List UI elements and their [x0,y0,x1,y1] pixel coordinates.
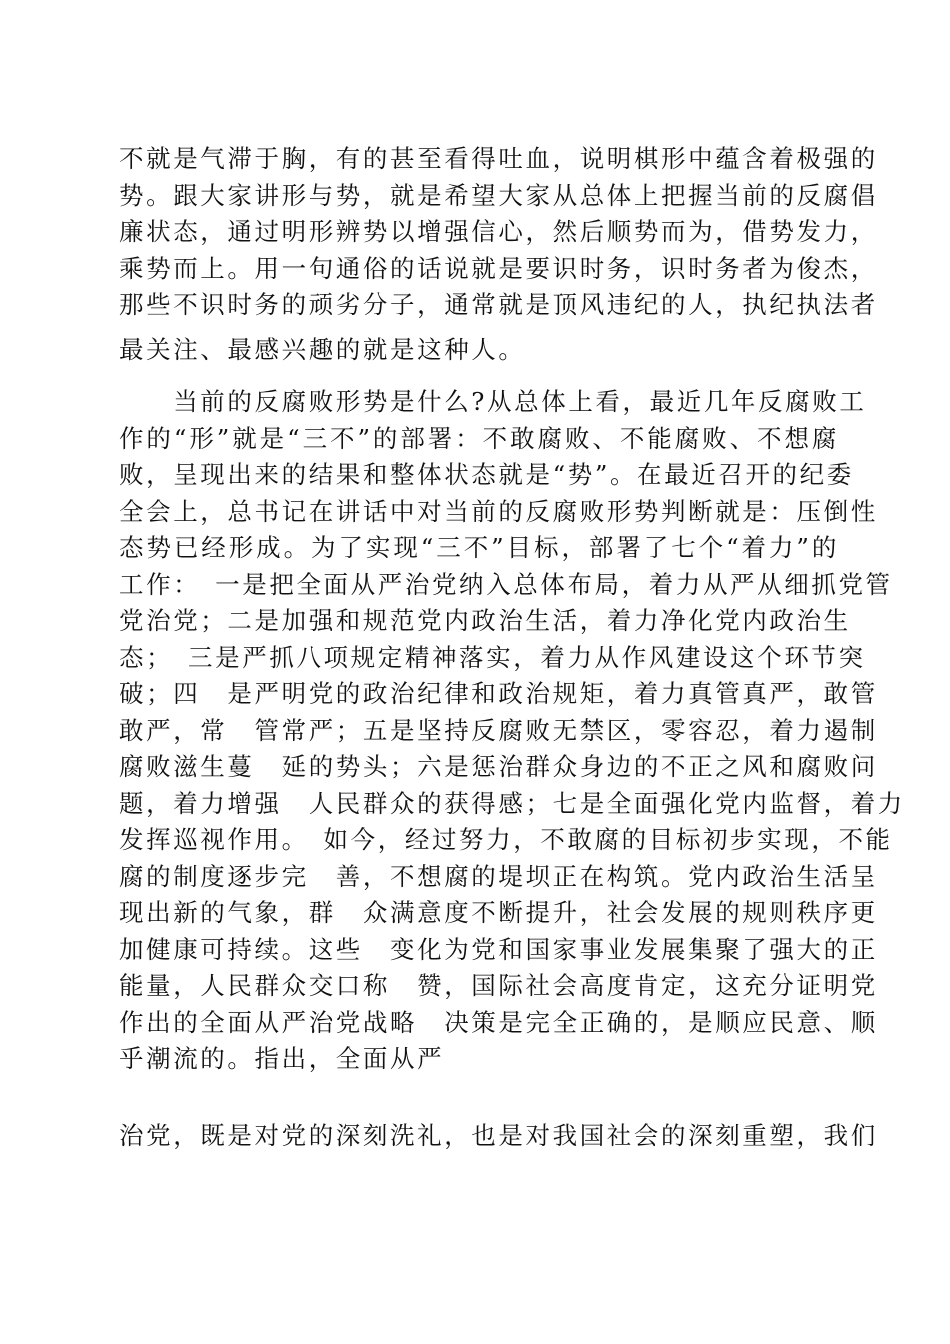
text-line: 最关注、最感兴趣的就是这种人。 [119,334,526,364]
text-line: 工作： 一是把全面从严治党纳入总体布局，着力从严从细抓党管 [119,569,893,599]
text-line: 现出新的气象，群 众满意度不断提升，社会发展的规则秩序更 [119,898,878,927]
text-line: 廉状态，通过明形辨势以增强信心，然后顺势而为，借势发力， [119,217,878,246]
text-line: 能量，人民群众交口称 赞，国际社会高度肯定，这充分证明党 [119,971,878,1000]
text-line: 势。跟大家讲形与势，就是希望大家从总体上把握当前的反腐倡 [119,180,878,210]
text-line: 腐的制度逐步完 善，不想腐的堤坝正在构筑。党内政治生活呈 [119,861,878,891]
text-line: 当前的反腐败形势是什么?从总体上看，最近几年反腐败工 [119,387,867,416]
text-line: 全会上，总书记在讲话中对当前的反腐败形势判断就是：压倒性 [119,496,878,526]
text-line: 态； 三是严抓八项规定精神落实，着力从作风建设这个环节突 [119,642,866,672]
text-line: 作的“形”就是“三不”的部署：不敢腐败、不能腐败、不想腐 [119,423,839,453]
paragraph-continuation-next [119,1118,878,1155]
text-line: 加健康可持续。这些 变化为党和国家事业发展集聚了强大的正 [119,934,878,964]
paragraph-anticorruption-situation [119,384,905,1078]
text-line: 作出的全面从严治党战略 决策是完全正确的，是顺应民意、顺 [119,1007,878,1037]
text-line: 发挥巡视作用。 如今，经过努力，不敢腐的目标初步实现，不能 [119,825,893,854]
text-line: 敢严，常 管常严；五是坚持反腐败无禁区，零容忍，着力遏制 [119,715,878,745]
text-line: 不就是气滞于胸，有的甚至看得吐血，说明棋形中蕴含着极强的 [119,144,878,173]
text-line: 乘势而上。用一句通俗的话说就是要识时务，识时务者为俊杰， [119,253,878,283]
text-line: 题，着力增强 人民群众的获得感；七是全面强化党内监督，着力 [119,788,905,818]
text-line: 那些不识时务的顽劣分子，通常就是顶风违纪的人，执纪执法者 [119,290,878,319]
text-line: 治党，既是对党的深刻洗礼，也是对我国社会的深刻重塑，我们 [119,1121,878,1150]
text-line: 破；四 是严明党的政治纪律和政治规矩，着力真管真严，敢管 [119,679,878,708]
text-line: 败，呈现出来的结果和整体状态就是“势”。在最近召开的纪委 [119,460,854,489]
text-line: 态势已经形成。为了实现“三不”目标，部署了七个“着力”的 [119,533,839,562]
text-line: 乎潮流的。指出，全面从严 [119,1044,445,1073]
paragraph-continuation [119,141,878,368]
text-line: 党治党；二是加强和规范党内政治生活，着力净化党内政治生 [119,606,851,635]
text-line: 腐败滋生蔓 延的势头；六是惩治群众身边的不正之风和腐败问 [119,752,878,781]
